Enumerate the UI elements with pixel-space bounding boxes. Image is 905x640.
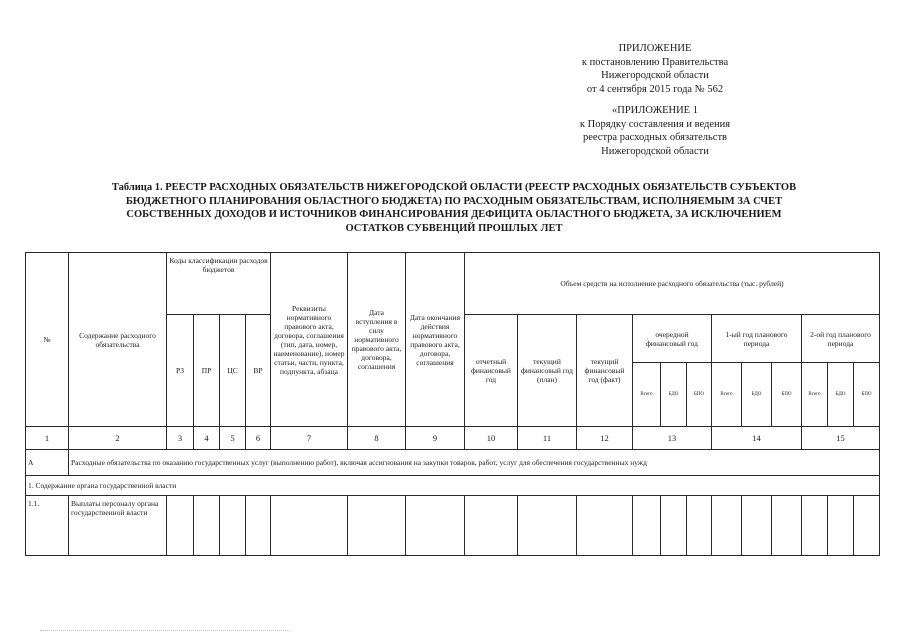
- appendix-date: от 4 сентября 2015 года № 562: [586, 83, 724, 95]
- column-number: 8: [348, 427, 406, 450]
- col-reporting-year-header: отчетный финансовый год: [465, 315, 518, 427]
- empty-cell: [687, 496, 712, 556]
- column-number: 6: [246, 427, 271, 450]
- empty-cell: [194, 496, 220, 556]
- col-codes-header: Коды классификации расходов бюджетов: [167, 253, 271, 315]
- column-number: 15: [802, 427, 880, 450]
- empty-cell: [577, 496, 633, 556]
- annex-line: реестра расходных обязательств: [582, 132, 728, 143]
- empty-cell: [518, 496, 577, 556]
- col-volume-header: Объем средств на исполнение расходного обязательства (тыс. рублей): [465, 253, 880, 315]
- empty-cell: [167, 496, 194, 556]
- col-date-end-header: Дата окончания действия нормативного правового акта, договора, соглашения: [406, 253, 465, 427]
- column-number: 14: [712, 427, 802, 450]
- col-rz-header: РЗ: [167, 315, 194, 427]
- col-total-header: Всего: [802, 363, 828, 427]
- empty-cell: [465, 496, 518, 556]
- annex-line: к Порядку составления и ведения: [579, 118, 731, 130]
- col-date-start-header: Дата вступления в силу нормативного правового акта, договора, соглашения: [348, 253, 406, 427]
- table-title: [28, 181, 880, 235]
- col-current-fact-header: текущий финансовый год (факт): [577, 315, 633, 427]
- col-plan-year1-header: 1-ый год планового периода: [712, 315, 802, 363]
- col-pr-header: ПР: [194, 315, 220, 427]
- col-bdo-header: БДО: [742, 363, 772, 427]
- annex-title: «ПРИЛОЖЕНИЕ 1: [612, 105, 698, 116]
- empty-cell: [828, 496, 854, 556]
- col-total-header: Всего: [633, 363, 661, 427]
- table-title-line: Таблица 1. РЕЕСТР РАСХОДНЫХ ОБЯЗАТЕЛЬСТВ НИЖЕГОРОДСКОЙ ОБЛАСТИ (РЕЕСТР РАСХОДНЫХ ОБЯЗАТЕЛЬСТВ СУБЪЕКТОВ: [111, 182, 797, 193]
- empty-cell: [661, 496, 687, 556]
- empty-cell: [220, 496, 246, 556]
- empty-cell: [712, 496, 742, 556]
- column-number: 11: [518, 427, 577, 450]
- table-title-line: ОСТАТКОВ СУБВЕНЦИЙ ПРОШЛЫХ ЛЕТ: [345, 222, 563, 234]
- table-title-line: БЮДЖЕТНОГО ПЛАНИРОВАНИЯ ОБЛАСТНОГО БЮДЖЕТА) ПО РАСХОДНЫМ ОБЯЗАТЕЛЬСТВАМ, ИСПОЛНЯЕМЫМ ЗА СЧЕТ: [125, 195, 783, 207]
- empty-cell: [348, 496, 406, 556]
- col-content-header: Содержание расходного обязательства: [69, 253, 167, 427]
- column-number: 13: [633, 427, 712, 450]
- table-title-line: СОБСТВЕННЫХ ДОХОДОВ И ИСТОЧНИКОВ ФИНАНСИРОВАНИЯ ДЕФИЦИТА ОБЛАСТНОГО БЮДЖЕТА, ЗА ИСКЛЮЧЕНИЕМ: [126, 209, 782, 220]
- col-bpo-header: БПО: [854, 363, 880, 427]
- annex-line: Нижегородской области: [601, 145, 709, 157]
- col-bpo-header: БПО: [687, 363, 712, 427]
- col-num-header: №: [26, 253, 69, 427]
- row-a-code: А: [26, 450, 69, 476]
- col-vr-header: ВР: [246, 315, 271, 427]
- column-number: 7: [271, 427, 348, 450]
- col-bdo-header: БДО: [828, 363, 854, 427]
- column-number: 9: [406, 427, 465, 450]
- appendix-title: ПРИЛОЖЕНИЕ: [618, 43, 692, 54]
- row-a-text: Расходные обязательства по оказанию государственных услуг (выполнению работ), включая ассигнования на закупки товаров, работ, услуг для обеспечения государственных нужд: [69, 450, 880, 476]
- col-bdo-header: БДО: [661, 363, 687, 427]
- column-number: 12: [577, 427, 633, 450]
- scan-artifact: [40, 630, 290, 634]
- col-plan-year2-header: 2-ой год планового периода: [802, 315, 880, 363]
- col-current-plan-header: текущий финансовый год (план): [518, 315, 577, 427]
- column-number: 4: [194, 427, 220, 450]
- empty-cell: [742, 496, 772, 556]
- empty-cell: [246, 496, 271, 556]
- col-total-header: Всего: [712, 363, 742, 427]
- col-bpo-header: БПО: [772, 363, 802, 427]
- row-1-1-text: Выплаты персоналу органа государственной власти: [69, 496, 167, 556]
- appendix-block: [505, 42, 805, 158]
- row-1-1-code: 1.1.: [26, 496, 69, 556]
- column-number: 1: [26, 427, 69, 450]
- column-number: 10: [465, 427, 518, 450]
- col-next-year-header: очередной финансовый год: [633, 315, 712, 363]
- empty-cell: [854, 496, 880, 556]
- col-cs-header: ЦС: [220, 315, 246, 427]
- empty-cell: [271, 496, 348, 556]
- empty-cell: [406, 496, 465, 556]
- empty-cell: [633, 496, 661, 556]
- column-number: 5: [220, 427, 246, 450]
- section-1-heading: 1. Содержание органа государственной власти: [26, 476, 880, 496]
- col-requisites-header: Реквизиты нормативного правового акта, договора, соглашения (тип, дата, номер, наименование), номер статьи, части, пункта, подпункта, абзаца: [271, 253, 348, 427]
- column-number: 3: [167, 427, 194, 450]
- column-number: 2: [69, 427, 167, 450]
- obligations-registry-table: [25, 252, 880, 556]
- empty-cell: [802, 496, 828, 556]
- appendix-line: к постановлению Правительства: [581, 56, 729, 68]
- appendix-line: Нижегородской области: [601, 70, 709, 81]
- empty-cell: [772, 496, 802, 556]
